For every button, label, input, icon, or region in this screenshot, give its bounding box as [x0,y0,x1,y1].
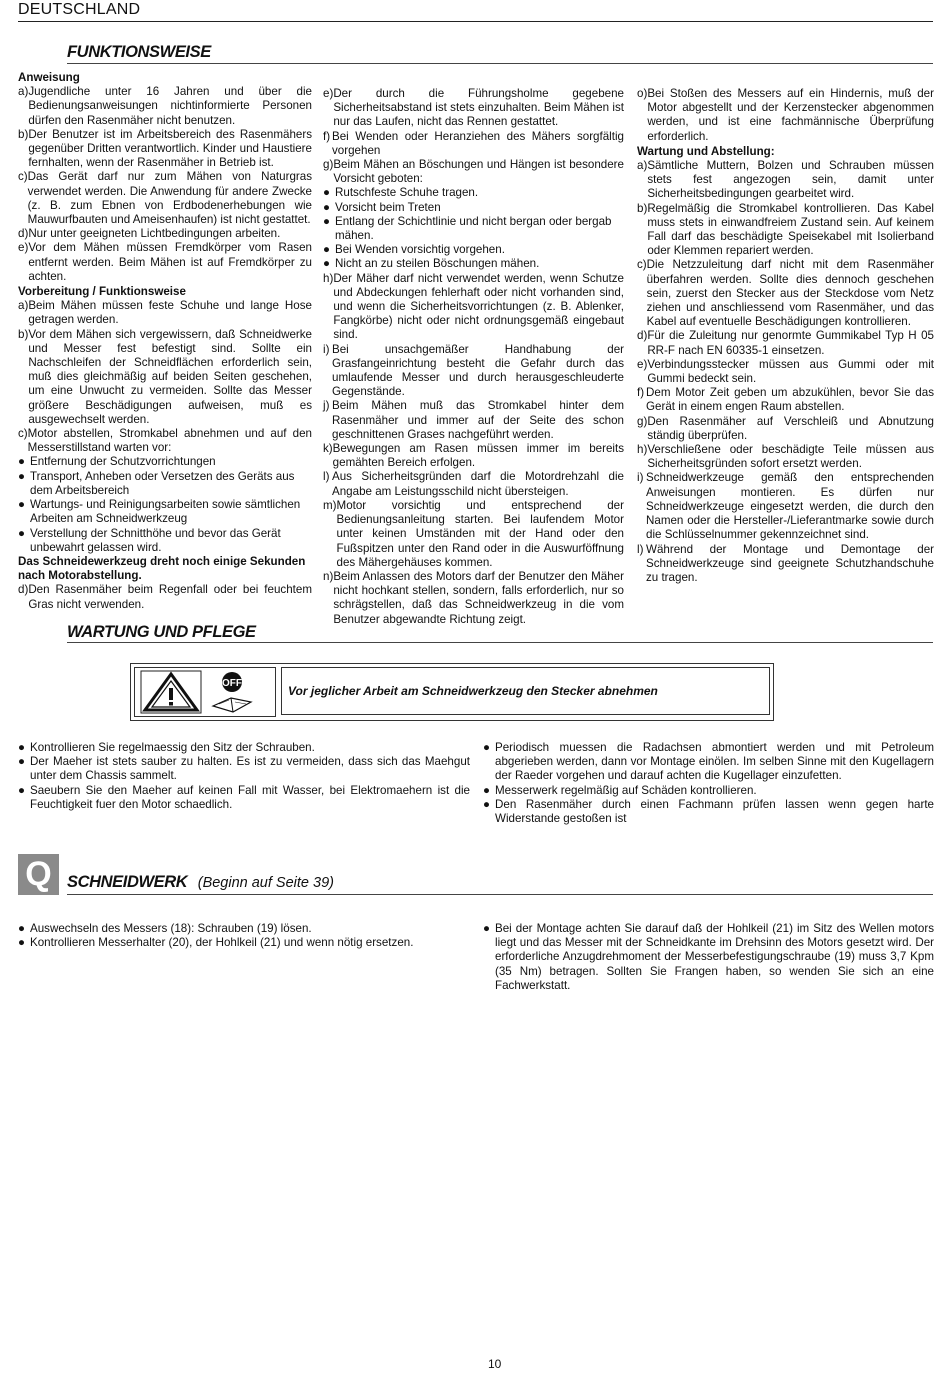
bullet-text: Vorsicht beim Treten [335,200,441,214]
bullet-item [323,186,624,200]
item-text: Beim Mähen an Böschungen und Hängen ist besondere Vorsicht geboten: [333,158,624,186]
list-item [323,499,624,570]
bullet-text: Rutschfeste Schuhe tragen. [335,186,479,200]
list-item [637,443,934,471]
list-item [323,272,624,343]
item-text: Vor dem Mähen müssen Fremdkörper vom Rasen entfernt werden. Beim Mähen ist auf Fremdkörper zu achten. [28,241,312,283]
item-text: Verschließene oder beschädigte Teile müssen aus Sicherheitsgründen sofort ersetzt werden. [647,443,934,471]
warning-triangle-icon [135,668,275,716]
bullet-text: Der Maeher ist stets sauber zu halten. Es ist zu vermeiden, dass sich das Maehgut unter dem Chassis sammelt. [30,755,470,783]
item-label: b) [18,327,29,341]
bullet-icon: ● [18,498,26,512]
item-text: Bewegungen am Rasen müssen immer im bereits gemähten Bereich erfolgen. [332,442,624,470]
item-text: Die Netzzuleitung darf nicht mit dem Rasenmäher überfahren werden. Sollte dies dennoch geschehen sein, zuerst den Stecker aus der Steckdose vom Netz ziehen und anschliessend vom Rasenmäher, und das Kabel auf eventuelle Beschädigungen kontrollieren. [646,258,934,329]
bullet-text: Periodisch muessen die Radachsen abmontiert werden und mit Petroleum abgerieben werden, dann vor Montage einölen. Im selben Sinne mit den Kugellagern der Raeder vorgehen und darauf achten die Kugellager einzufetten. [495,741,934,783]
bullet-item [483,798,934,826]
item-label: g) [323,158,334,172]
item-label: a) [637,159,648,173]
bullet-text: Messerwerk regelmäßig auf Schäden kontrollieren. [495,783,757,797]
list-item [637,159,934,202]
item-label: m) [323,498,337,512]
bullet-item [18,922,470,936]
item-label: i) [637,471,644,485]
item-text: Dem Motor Zeit geben um abzukühlen, bevor Sie das Gerät in einem engen Raum abstellen. [646,386,934,414]
bullet-text: Transport, Anheben oder Versetzen des Geräts aus dem Arbeitsbereich [30,469,295,497]
item-label: l) [637,542,644,556]
funktion-column-3 [637,87,934,585]
bullet-icon: ● [323,257,331,271]
item-label: h) [323,271,334,285]
item-text: Beim Mähen muß das Stromkabel hinter dem Rasenmäher und immer auf der Seite des schon geschnittenen Grases nachgeführt werden. [332,399,624,441]
bullet-icon: ● [18,755,26,769]
bullet-text: Entlang der Schichtlinie und nicht bergan oder bergab mähen. [335,214,612,243]
bullet-item [323,243,624,257]
bullet-icon: ● [323,214,331,228]
item-text: Vor dem Mähen sich vergewissern, daß Schneidwerke und Messer fest befestigt sind. Sollte ein Nachschleifen der Schneidflächen erforderlich sein, muß dies gleichmäßig auf beiden Seiten geschehen, um eine Unwucht zu vermeiden. Sollte das Messer größere Beschädigungen aufweisen, muß es ausgewechselt werden. [28,327,312,426]
item-label: f) [637,386,645,400]
list-item [18,427,312,455]
item-text: Der durch die Führungsholme gegebene Sicherheitsabstand ist stets einzuhalten. Beim Mähen ist nur das Laufen, nicht das Rennen gestattet. [333,87,624,129]
list-item [323,130,624,158]
item-label: l) [323,470,330,484]
funktion-column-1 [18,70,312,612]
item-text: Der Mäher darf nicht verwendet werden, wenn Schutze und Abdeckungen fehlerhaft oder nicht vorhanden sind, und wenn die Sicherheitsvorrichtungen (z. B. Ablenker, Fangkörbe) nicht oder nicht ordnungsgemäß eingebaut sind. [333,271,624,342]
list-item [637,415,934,443]
item-text: Bei unsachgemäßer Handhabung der Grasfangeinrichtung besteht die Gefahr durch das umlaufende Messer und durch herausgeschleuderte Gegenstände. [332,342,624,399]
warning-icons [134,667,276,717]
manual-read-icon [213,672,251,712]
list-item [323,442,624,470]
bullet-icon: ● [18,469,26,483]
item-text: Das Gerät darf nur zum Mähen von Naturgras verwendet werden. Die Anwendung für andere Zwecke (z. B. zum Ebnen von Erdbodenerhebungen wie Mauwurfbauten und Ameisenhaufen) ist nicht gestattet. [27,170,312,227]
item-label: e) [18,241,29,255]
item-text: Regelmäßig die Stromkabel kontrollieren. Das Kabel muss stets in einwandfreiem Zustand sein. Auf keinem Fall darf das beschädigte Speisekabel mit Isolierband oder Klemmen repariert werden. [647,201,934,258]
bullet-icon: ● [18,936,26,950]
bullet-text: Den Rasenmäher durch einen Fachmann prüfen lassen wenn gegen harte Widerstande gestoßen ist [495,797,934,826]
item-label: b) [18,127,29,141]
item-label: n) [323,569,334,583]
list-item [18,128,312,171]
section-title-schneidwerk-wrap [67,873,334,892]
schneidwerk-column-1 [18,922,470,950]
bullet-icon: ● [18,783,26,797]
item-label: e) [323,87,334,100]
item-label: h) [637,443,648,457]
item-text: Während der Montage und Demontage der Schneidwerkzeuge sind geeignete Schutzhandschuhe zu tragen. [646,542,934,584]
item-text: Bei Stoßen des Messers auf ein Hindernis, muß der Motor abgestellt und der Kerzenstecker abgenommen werden, und ist eine fachmännische Überprüfung erforderlich. [647,87,934,143]
bullet-icon: ● [323,243,331,257]
section-title-funktionsweise: FUNKTIONSWEISE [67,43,211,61]
bullet-icon: ● [18,455,26,469]
warning-box [130,663,774,721]
list-item [637,358,934,386]
section-rule [67,642,933,643]
section-rule [67,63,933,64]
bullet-icon: ● [483,797,491,811]
item-label: k) [323,442,333,456]
item-label: a) [18,299,29,313]
item-text: Verbindungsstecker müssen aus Gummi oder mit Gummi bedeckt sein. [647,357,934,386]
list-item [323,470,624,498]
item-text: Beim Mähen müssen feste Schuhe und lange Hose getragen werden. [28,299,312,327]
list-item [637,258,934,329]
item-label: g) [637,414,648,428]
section-letter-badge: Q [18,854,59,895]
bullet-text: Verstellung der Schnitthöhe und bevor das Gerät unbewahrt gelassen wird. [30,526,281,554]
bullet-text: Kontrollieren Messerhalter (20), der Hohlkeil (21) und wenn nötig ersetzen. [30,936,414,950]
list-item [637,87,934,144]
subheading: Vorbereitung / Funktionsweise [18,285,186,299]
bullet-text: Bei Wenden vorsichtig vorgehen. [335,243,505,257]
section-title-schneidwerk: SCHNEIDWERK [67,873,188,891]
bullet-item [483,741,934,784]
list-item [18,227,312,241]
bullet-item [18,755,470,783]
bullet-icon: ● [323,200,331,214]
funktion-column-2 [323,87,624,627]
page-header [18,0,933,22]
list-item [18,241,312,284]
wartung-column-1 [18,741,470,812]
schneidwerk-column-2 [483,922,934,993]
list-item [323,399,624,442]
subheading: Anweisung [18,71,80,84]
bullet-item [18,498,312,526]
bullet-item [483,922,934,993]
item-text: Motor vorsichtig und entsprechend der Bedienungsanleitung starten. Bei laufendem Motor unter keinen Umständen mit der Hand oder den Fußspitzen unter den Rand oder in die Auswurföffnung des Mähergehäuses kommen. [336,498,624,569]
item-text: Den Rasenmäher beim Regenfall oder bei feuchtem Gras nicht verwenden. [28,583,312,611]
svg-text:OFF: OFF [222,678,242,689]
bullet-text: Nicht an zu steilen Böschungen mähen. [335,257,540,271]
bullet-icon: ● [323,186,331,200]
item-text: Für die Zuleitung nur genormte Gummikabel Typ H 05 RR-F nach EN 60335-1 einsetzen. [647,329,934,357]
bullet-item [18,784,470,812]
list-item [637,202,934,259]
list-item [323,343,624,400]
list-item [18,328,312,427]
subheading: Wartung und Abstellung: [637,144,775,158]
warning-text: Vor jeglicher Arbeit am Schneidwerkzeug den Stecker abnehmen [281,667,770,715]
item-label: o) [637,87,648,100]
item-text: Schneidwerkzeuge gemäß den entsprechenden Anweisungen montieren. Es dürfen nur Schneidwerkzeuge eingesetzt werden, die durch den Namen oder die Hersteller-/Lieferantmarke sowie durch die Schlüsselnummer gekennzeichnet sind. [646,471,934,542]
list-item [637,386,934,414]
bullet-item [18,455,312,469]
bullet-text: Wartungs- und Reinigungsarbeiten sowie sämtlichen Arbeiten am Schneidwerkzeug [30,498,301,526]
item-text: Aus Sicherheitsgründen darf die Motordrehzahl die Angabe am Leistungsschild nicht übersteigen. [332,470,624,498]
list-item [323,158,624,186]
list-item [18,85,312,128]
item-text: Beim Anlassen des Motors darf der Benutzer den Mäher nicht hochkant stellen, sondern, falls erforderlich, nur so schrägstellen, daß das Schneidwerkzeug in die vom Benutzer abgewandte Richtung zeigt. [333,569,624,626]
bullet-icon: ● [18,922,26,935]
item-label: d) [18,227,29,241]
list-item [18,170,312,227]
bullet-item [323,201,624,215]
bullet-icon: ● [483,783,491,797]
list-item [18,299,312,327]
country-label: DEUTSCHLAND [18,1,141,18]
bullet-text: Auswechseln des Messers (18): Schrauben (19) lösen. [30,922,312,935]
bullet-text: Entfernung der Schutzvorrichtungen [30,455,216,469]
list-item [18,583,312,611]
item-text: Nur unter geeigneten Lichtbedingungen arbeiten. [28,227,281,241]
wartung-column-2 [483,741,934,826]
item-text: Jugendliche unter 16 Jahren und über die Bedienungsanweisungen nichtinformierte Personen dürfen den Rasenmäher nicht benutzen. [28,85,312,127]
item-text: Motor abstellen, Stromkabel abnehmen und auf den Messerstillstand warten vor: [27,427,312,455]
bullet-text: Bei der Montage achten Sie darauf daß der Hohlkeil (21) im Sitz des Wellen motors liegt und das Messer mit der Schneidkante im Drehsinn des Motors gesetzt wird. Der erforderliche Anzugdrehmoment der Messerbefestigungschraube (19) muss 3,7 Kpm (35 Nm) betragen. Sollten Sie Frangen haben, so wenden Sie sich an eine Fachwerkstatt. [495,922,934,992]
bullet-icon: ● [18,741,26,754]
section-title-wartung: WARTUNG UND PFLEGE [67,623,256,641]
item-label: e) [637,357,648,371]
list-item [637,329,934,357]
item-label: a) [18,85,29,99]
bullet-icon: ● [483,922,491,935]
bullet-icon: ● [483,741,491,754]
item-label: d) [18,583,29,597]
item-label: j) [323,399,330,413]
list-item [323,570,624,627]
section-rule [67,894,933,895]
list-item [637,471,934,542]
list-item [637,543,934,586]
bullet-item [323,257,624,271]
page-number: 10 [488,1357,502,1371]
bullet-item [18,741,470,755]
item-label: i) [323,342,330,356]
list-item [323,87,624,130]
item-label: c) [18,170,28,184]
section-subtitle: (Beginn auf Seite 39) [197,875,334,891]
bullet-icon: ● [18,526,26,540]
bullet-item [18,470,312,498]
bold-note: Das Schneidewerkzeug dreht noch einige Sekunden nach Motorabstellung. [18,554,306,583]
item-text: Bei Wenden oder Heranziehen des Mähers sorgfältig vorgehen [332,129,624,157]
item-label: f) [323,129,331,143]
item-label: b) [637,201,648,215]
bullet-item [483,784,934,798]
item-text: Den Rasenmäher auf Verschleiß und Abnutzung ständig überprüfen. [647,414,934,442]
bullet-item [18,936,470,950]
bullet-text: Kontrollieren Sie regelmaessig den Sitz der Schrauben. [30,741,315,754]
item-label: d) [637,329,648,343]
item-text: Der Benutzer ist im Arbeitsbereich des Rasenmähers gegenüber Dritten verantwortlich. Kinder und Haustiere fernhalten, wenn der Rasenmäher in Betrieb ist. [28,127,312,170]
item-label: c) [18,427,28,441]
bullet-item [323,215,624,243]
item-text: Sämtliche Muttern, Bolzen und Schrauben müssen stets fest angezogen sein, damit unter Sicherheitsbedingungen gearbeitet wird. [647,159,934,201]
bullet-text: Saeubern Sie den Maeher auf keinen Fall mit Wasser, bei Elektromaehern ist die Feuchtigkeit fuer den Motor schaedlich. [30,783,470,811]
bullet-item [18,527,312,555]
item-label: c) [637,258,647,272]
